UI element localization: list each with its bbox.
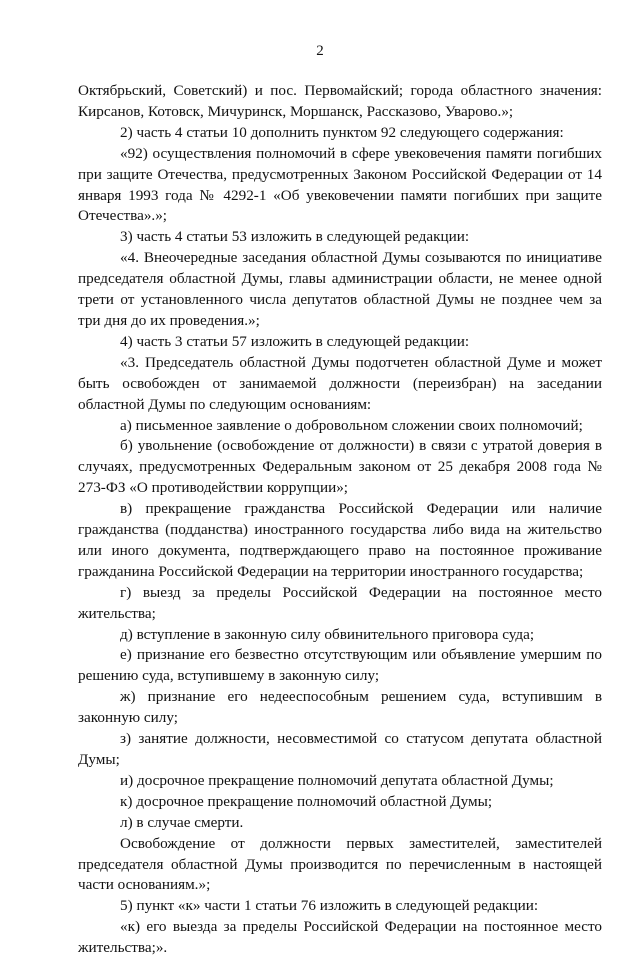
paragraph-continuation: Октябрьский, Советский) и пос. Первомайский; города областного значения: Кирсанов, Котовск, Мичуринск, Моршанск, Рассказово, Уварово.»;: [78, 82, 602, 120]
paragraph-item-4: 4) часть 3 статьи 57 изложить в следующей редакции:: [120, 332, 470, 350]
document-body: [78, 81, 602, 959]
list-item-k: к) досрочное прекращение полномочий областной Думы;: [120, 792, 493, 810]
list-item-l: л) в случае смерти.: [120, 813, 244, 831]
page-number: 2: [316, 43, 324, 59]
paragraph-article-53-text: «4. Внеочередные заседания областной Думы созываются по инициативе председателя областной Думы, главы администрации области, не менее одной трети от установленного числа депутатов областной Думы не позднее чем за три дня до их проведения.»;: [78, 249, 602, 329]
paragraph-item-92-text: «92) осуществления полномочий в сфере увековечения памяти погибших при защите Отечества, предусмотренных Законом Российской Федерации от 14 января 1993 года № 4292-1 «Об увековечении памяти погибших при защите Отечества».»;: [78, 144, 602, 225]
list-item-i: и) досрочное прекращение полномочий депутата областной Думы;: [120, 771, 554, 789]
list-item-a: а) письменное заявление о добровольном сложении своих полномочий;: [120, 416, 583, 434]
list-item-g: г) выезд за пределы Российской Федерации на постоянное место жительства;: [78, 583, 602, 622]
list-item-b: б) увольнение (освобождение от должности) в связи с утратой доверия в случаях, предусмотренных Федеральным законом от 25 декабря 2008 года № 273-ФЗ «О противодействии коррупции»;: [78, 437, 602, 497]
paragraph-article-76-text: «к) его выезда за пределы Российской Федерации на постоянное место жительства;».: [78, 918, 602, 957]
list-item-zh: ж) признание его недееспособным решением суда, вступившим в законную силу;: [78, 688, 602, 727]
paragraph-item-2: 2) часть 4 статьи 10 дополнить пунктом 92 следующего содержания:: [120, 123, 564, 141]
list-item-v: в) прекращение гражданства Российской Федерации или наличие гражданства (подданства) иностранного государства либо вида на жительство или иного документа, подтверждающего право на постоянное проживание гражданина Российской Федерации на территории иностранного государства;: [78, 500, 602, 580]
paragraph-item-5: 5) пункт «к» части 1 статьи 76 изложить в следующей редакции:: [120, 897, 539, 915]
list-item-d: д) вступление в законную силу обвинительного приговора суда;: [120, 625, 535, 643]
list-item-e: е) признание его безвестно отсутствующим или объявление умершим по решению суда, вступившему в законную силу;: [78, 646, 602, 685]
paragraph-article-57-text: «3. Председатель областной Думы подотчетен областной Думе и может быть освобожден от занимаемой должности (переизбран) на заседании областной Думы по следующим основаниям:: [78, 353, 602, 413]
list-item-z: з) занятие должности, несовместимой со статусом депутата областной Думы;: [78, 730, 602, 768]
paragraph-item-3: 3) часть 4 статьи 53 изложить в следующей редакции:: [120, 228, 470, 246]
paragraph-deputies-release: Освобождение от должности первых заместителей, заместителей председателя областной Думы производится по перечисленным в настоящей части основаниям.»;: [78, 834, 602, 894]
